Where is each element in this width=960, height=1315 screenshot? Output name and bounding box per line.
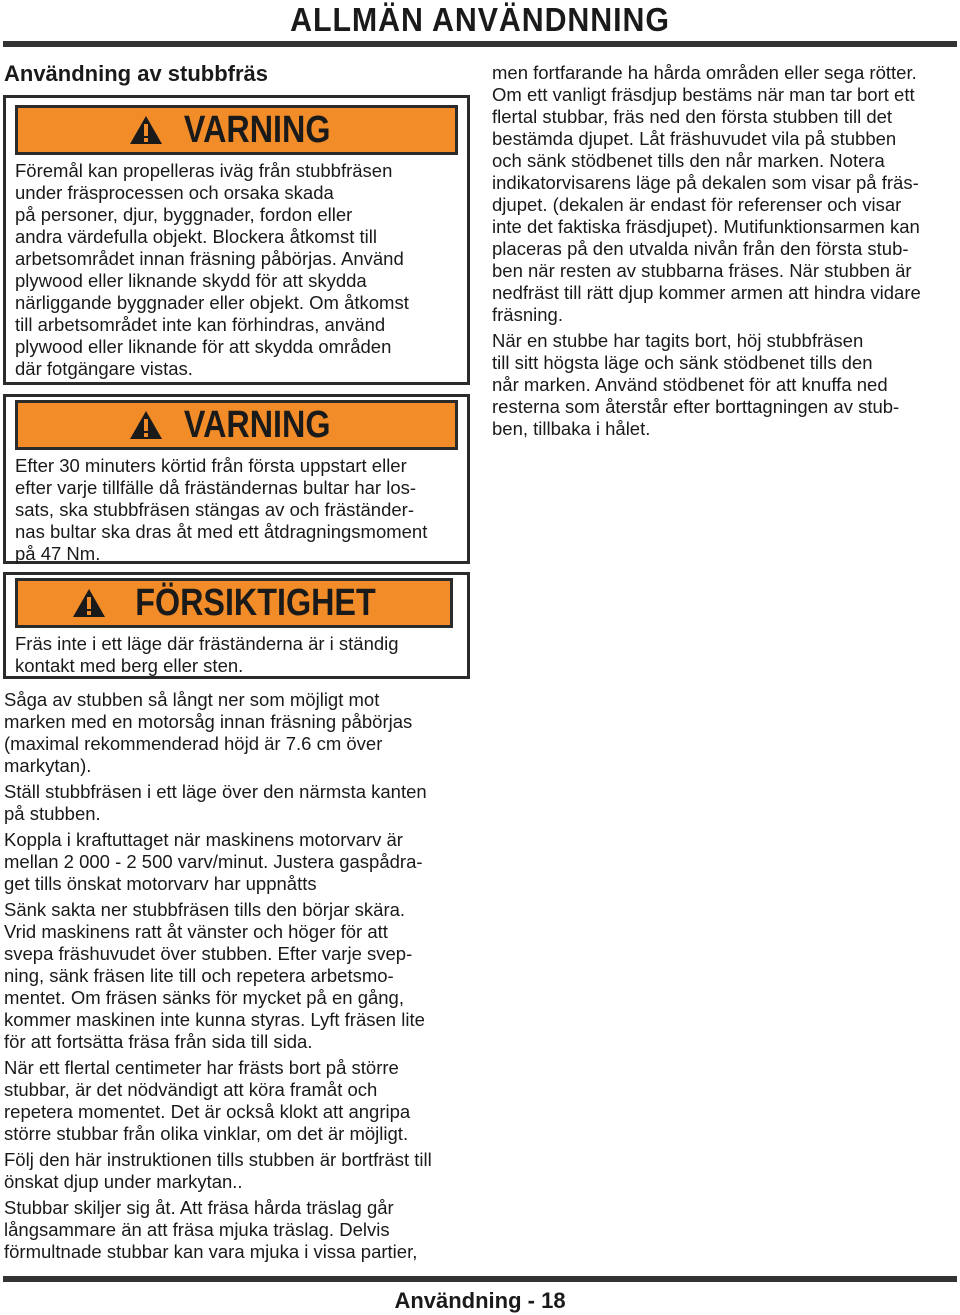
page-footer: Användning - 18 — [394, 1288, 566, 1313]
text-line: Såga av stubben så långt ner som möjligt mot — [4, 689, 380, 710]
text-line: önskat djup under markytan.. — [4, 1171, 243, 1192]
text-line: förmultnade stubbar kan vara mjuka i vissa partier, — [4, 1241, 418, 1262]
page-header-title: ALLMÄN ANVÄNDNNING — [290, 1, 670, 38]
paragraph — [4, 689, 472, 777]
right-column-text — [492, 62, 958, 444]
text-line: resterna som återstår efter borttagningen av stub- — [492, 396, 900, 417]
text-line: ning, sänk fräsen lite till och repetera arbetsmo- — [4, 965, 394, 986]
warning-banner-2 — [15, 400, 458, 450]
text-line: på stubben. — [4, 803, 101, 824]
text-line: Ställ stubbfräsen i ett läge över den närmsta kanten — [4, 781, 427, 802]
text-line: flertal stubbar, fräs ned den första stubben till det — [492, 106, 893, 127]
warning-text-1 — [15, 160, 459, 380]
warning-label-1: VARNING — [184, 109, 331, 151]
caution-box — [3, 572, 470, 679]
warning-line: till arbetsområdet inte kan förhindras, använd — [15, 314, 386, 335]
paragraph — [4, 1197, 472, 1263]
paragraph — [4, 781, 472, 825]
text-line: ben när resten av stubbarna fräses. När stubben är — [492, 260, 912, 281]
text-line: indikatorvisarens läge på dekalen som visar på fräs- — [492, 172, 919, 193]
text-line: Om ett vanligt fräsdjup bestäms när man tar bort ett — [492, 84, 915, 105]
warning-line: sats, ska stubbfräsen stängas av och fräständer- — [15, 499, 414, 520]
text-line: mellan 2 000 - 2 500 varv/minut. Justera gaspådra- — [4, 851, 423, 872]
warning-line: Föremål kan propelleras iväg från stubbfräsen — [15, 160, 393, 181]
warning-line: närliggande byggnader eller objekt. Om åtkomst — [15, 292, 409, 313]
warning-line: nas bultar ska dras åt med ett åtdragningsmoment — [15, 521, 428, 542]
text-line: get tills önskat motorvarv har uppnåtts — [4, 873, 317, 894]
paragraph — [4, 899, 472, 1053]
section-title: Användning av stubbfräs — [4, 61, 269, 86]
warning-text-2 — [15, 455, 459, 565]
text-line: kommer maskinen inte kunna styras. Lyft fräsen lite — [4, 1009, 425, 1030]
warning-line: där fotgängare vistas. — [15, 358, 193, 379]
text-line: större stubbar från olika vinklar, om det är möjligt. — [4, 1123, 409, 1144]
warning-box-2 — [3, 394, 470, 564]
text-line: repetera momentet. Det är också klokt att angripa — [4, 1101, 411, 1122]
text-line: Vrid maskinens ratt åt vänster och höger för att — [4, 921, 388, 942]
paragraph — [492, 330, 958, 440]
warning-line: efter varje tillfälle då fräständernas bultar har los- — [15, 477, 417, 498]
warning-line: Efter 30 minuters körtid från första uppstart eller — [15, 455, 407, 476]
text-line: När en stubbe har tagits bort, höj stubbfräsen — [492, 330, 864, 351]
text-line: placeras på den utvalda nivån från den första stub- — [492, 238, 909, 259]
warning-line: på 47 Nm. — [15, 543, 101, 564]
text-line: når marken. Använd stödbenet för att knuffa ned — [492, 374, 888, 395]
warning-triangle-icon — [129, 410, 163, 440]
caution-text — [15, 633, 459, 677]
warning-box-1 — [3, 95, 470, 385]
text-line: Koppla i kraftuttaget när maskinens motorvarv är — [4, 829, 403, 850]
text-line: mentet. Om fräsen sänks för mycket på en gång, — [4, 987, 404, 1008]
footer-rule — [3, 1276, 957, 1282]
text-line: Följ den här instruktionen tills stubben är bortfräst till — [4, 1149, 432, 1170]
header-rule — [3, 41, 957, 47]
warning-triangle-icon — [72, 588, 106, 618]
text-line: inte det faktiska fräsdjupet). Mutifunktionsarmen kan — [492, 216, 920, 237]
caution-banner — [15, 578, 453, 628]
text-line: bestämda djupet. Låt fräshuvudet vila på stubben — [492, 128, 897, 149]
text-line: (maximal rekommenderad höjd är 7.6 cm över — [4, 733, 383, 754]
text-line: ben, tillbaka i hålet. — [492, 418, 651, 439]
text-line: men fortfarande ha hårda områden eller sega rötter. — [492, 62, 917, 83]
text-line: till sitt högsta läge och sänk stödbenet tills den — [492, 352, 873, 373]
text-line: nedfräst till rätt djup kommer armen att hindra vidare — [492, 282, 921, 303]
paragraph — [4, 1057, 472, 1145]
left-column-text — [4, 689, 472, 1267]
text-line: marken med en motorsåg innan fräsning påbörjas — [4, 711, 413, 732]
text-line: stubbar, är det nödvändigt att köra framåt och — [4, 1079, 378, 1100]
text-line: och sänk stödbenet tills den når marken. Notera — [492, 150, 885, 171]
warning-line: under fräsprocessen och orsaka skada — [15, 182, 334, 203]
warning-banner-1 — [15, 105, 458, 155]
text-line: djupet. (dekalen är endast för referenser och visar — [492, 194, 902, 215]
text-line: fräsning. — [492, 304, 563, 325]
warning-line: andra värdefulla objekt. Blockera åtkomst till — [15, 226, 377, 247]
warning-triangle-icon — [129, 115, 163, 145]
warning-line: plywood eller liknande skydd för att skydda — [15, 270, 367, 291]
warning-label-2: VARNING — [184, 404, 331, 446]
text-line: När ett flertal centimeter har frästs bort på större — [4, 1057, 399, 1078]
text-line: svepa fräshuvudet över stubben. Efter varje svep- — [4, 943, 413, 964]
warning-line: på personer, djur, byggnader, fordon eller — [15, 204, 353, 225]
caution-label: FÖRSIKTIGHET — [134, 582, 376, 624]
caution-line: Fräs inte i ett läge där fräständerna är i ständig — [15, 633, 399, 654]
caution-line: kontakt med berg eller sten. — [15, 655, 244, 676]
text-line: markytan). — [4, 755, 92, 776]
paragraph — [4, 829, 472, 895]
text-line: långsammare än att fräsa mjuka träslag. Delvis — [4, 1219, 390, 1240]
text-line: Sänk sakta ner stubbfräsen tills den börjar skära. — [4, 899, 406, 920]
text-line: för att fortsätta fräsa från sida till sida. — [4, 1031, 313, 1052]
paragraph — [4, 1149, 472, 1193]
warning-line: arbetsområdet innan fräsning påbörjas. Använd — [15, 248, 404, 269]
paragraph — [492, 62, 958, 326]
warning-line: plywood eller liknande för att skydda områden — [15, 336, 392, 357]
text-line: Stubbar skiljer sig åt. Att fräsa hårda träslag går — [4, 1197, 394, 1218]
